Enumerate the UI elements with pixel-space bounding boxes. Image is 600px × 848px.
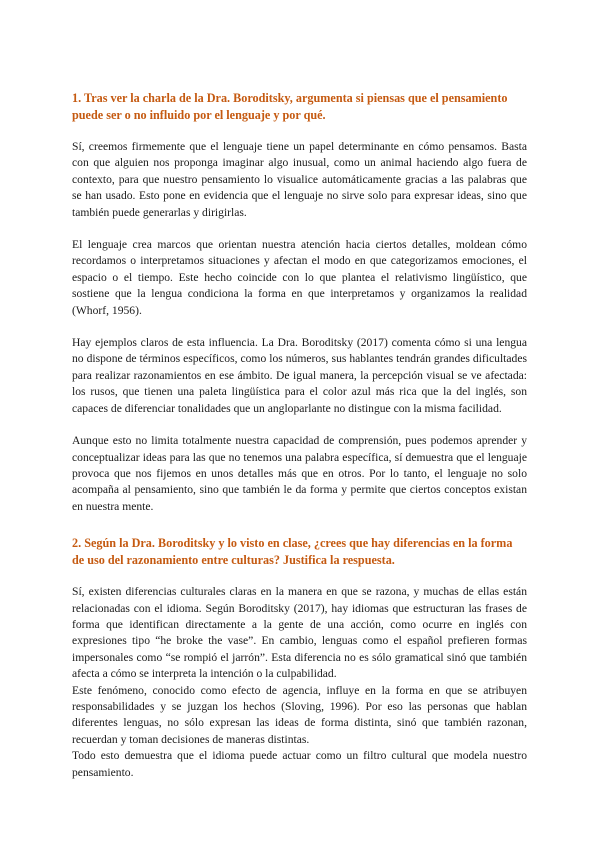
- answer-2-paragraph-1: Sí, existen diferencias culturales claras en la manera en que se razona, y muchas de ellas están relacionadas con el idioma. Según Boroditsky (2017), hay idiomas que estructuran las frases de forma que identifican directamente a la gente de una acción, como ocurre en inglés con expresiones tipo “he broke the vase”. En cambio, lenguas como el español prefieren formas impersonales como “se rompió el jarrón”. Esta diferencia no es sólo gramatical sinó que también afecta a cómo se interpreta la intención o la culpabilidad.: [72, 585, 527, 681]
- answer-1-paragraph-2: El lenguaje crea marcos que orientan nuestra atención hacia ciertos detalles, moldean cómo recordamos o interpretamos situaciones y afectan el modo en que categorizamos emociones, el espacio o el tiempo. Este hecho coincide con lo que plantea el relativismo lingüístico, que sostiene que la lengua condiciona la forma en que interpretamos y organizamos la realidad (Whorf, 1956).: [72, 238, 527, 317]
- document-page: [72, 90, 527, 781]
- answer-2-paragraph-2: Este fenómeno, conocido como efecto de agencia, influye en la forma en que se atribuyen responsabilidades y se juzgan los hechos (Sloving, 1996). Por eso las personas que hablan diferentes lenguas, no sólo expresan las ideas de forma distinta, sinó que también razonan, recuerdan y toman decisiones de maneras distintas.: [72, 683, 527, 746]
- question-1-heading: 1. Tras ver la charla de la Dra. Boroditsky, argumenta si piensas que el pensamiento puede ser o no influido por el lenguaje y por qué.: [72, 91, 508, 122]
- question-2-heading: 2. Según la Dra. Boroditsky y lo visto en clase, ¿crees que hay diferencias en la forma de uso del razonamiento entre culturas? Justifica la respuesta.: [72, 536, 513, 567]
- answer-1-paragraph-4: Aunque esto no limita totalmente nuestra capacidad de comprensión, pues podemos aprender y conceptualizar ideas para las que no tenemos una palabra específica, sí demuestra que el lenguaje provoca que nos fijemos en unos detalles más que en otros. Por lo tanto, el lenguaje no solo acompaña al pensamiento, sino que también le da forma y permite que ciertos conceptos existan en nuestra mente.: [72, 434, 527, 513]
- answer-1-paragraph-3: Hay ejemplos claros de esta influencia. La Dra. Boroditsky (2017) comenta cómo si una lengua no dispone de términos específicos, como los números, sus hablantes tendrán grandes dificultades para realizar razonamientos en ese ámbito. De igual manera, la percepción visual se ve afectada: los rusos, que tienen una paleta lingüística para el color azul más rica que la del inglés, son capaces de diferenciar tonalidades que un angloparlante no distingue con la misma facilidad.: [72, 336, 527, 415]
- answer-2-paragraph-3: Todo esto demuestra que el idioma puede actuar como un filtro cultural que modela nuestro pensamiento.: [72, 749, 527, 779]
- answer-1-paragraph-1: Sí, creemos firmemente que el lenguaje tiene un papel determinante en cómo pensamos. Basta con que alguien nos proponga imaginar algo inusual, como un animal haciendo algo fuera de contexto, para que nuestro pensamiento lo visualice automáticamente gracias a las palabras que se han usado. Esto pone en evidencia que el lenguaje no sirve solo para expresar ideas, sino que también puede generarlas y dirigirlas.: [72, 140, 527, 219]
